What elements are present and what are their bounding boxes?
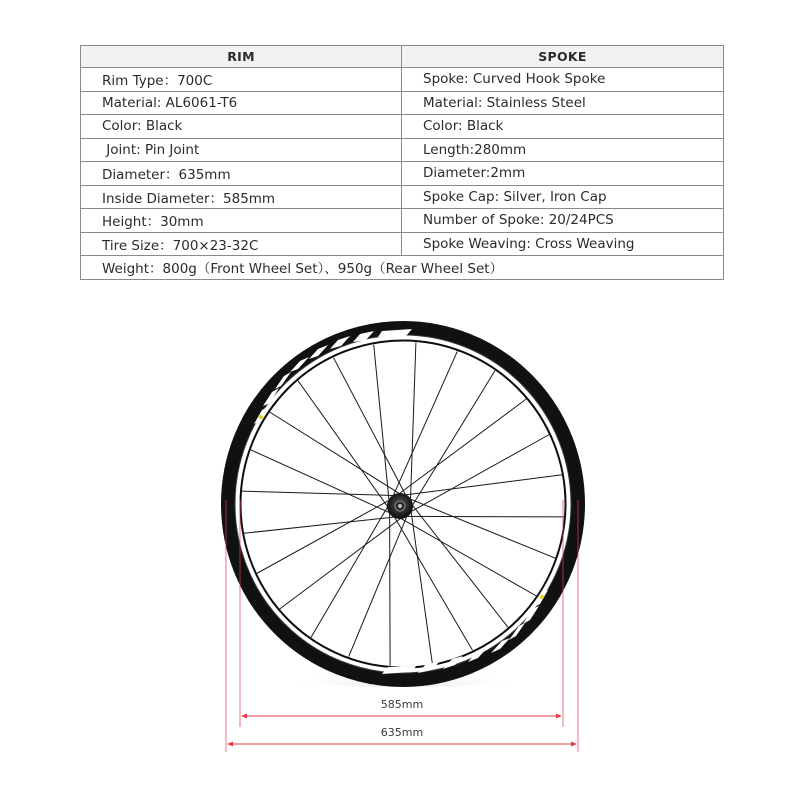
spoke [250, 450, 392, 514]
table-row [81, 115, 724, 139]
spoke-spec-cell: Spoke: Curved Hook Spoke [402, 68, 724, 92]
rim-spec-cell: Height：30mm [81, 209, 402, 233]
spoke [392, 351, 457, 498]
dimension-arrowheads [227, 714, 577, 747]
rim-spec-cell: Tire Size：700×23-32C [81, 232, 402, 256]
spoke [374, 345, 390, 504]
spoke [411, 509, 433, 664]
spoke [244, 517, 398, 534]
ground-shadow [283, 677, 523, 687]
spoke [298, 381, 389, 509]
rim-spec-cell: Rim Type：700C [81, 68, 402, 92]
spoke [403, 475, 563, 496]
spoke-spec-cell: Length:280mm [402, 138, 724, 162]
spoke-column-header: SPOKE [402, 46, 724, 68]
rim-spec-cell: Inside Diameter：585mm [81, 185, 402, 209]
table-row [81, 185, 724, 209]
rim-spec-cell: Diameter：635mm [81, 162, 402, 186]
spoke [334, 358, 408, 498]
rim-column-header: RIM [81, 46, 402, 68]
valve-accent-top [259, 415, 263, 419]
spoke [280, 517, 403, 609]
spoke-spec-cell: Number of Spoke: 20/24PCS [402, 209, 724, 233]
spoke [397, 399, 526, 495]
spoke-spec-cell: Material: Stainless Steel [402, 91, 724, 115]
spoke [242, 491, 397, 496]
rim-logo-top [254, 329, 412, 424]
table-row [81, 162, 724, 186]
spoke [390, 510, 391, 666]
table-row [81, 138, 724, 162]
spoke-spec-cell: Spoke Cap: Silver, Iron Cap [402, 185, 724, 209]
spoke [410, 343, 416, 503]
spoke [257, 499, 392, 574]
spec-table-header-row [81, 46, 724, 68]
spoke [398, 517, 536, 596]
dimension-lines [226, 500, 578, 752]
rim [228, 328, 578, 680]
spoke-spec-cell: Diameter:2mm [402, 162, 724, 186]
table-row [81, 68, 724, 92]
rim-spec-cell: Material: AL6061-T6 [81, 91, 402, 115]
spec-table [80, 45, 724, 280]
hub [387, 493, 413, 519]
outer-diameter-label: 635mm [380, 726, 424, 739]
table-row [81, 209, 724, 233]
weight-row [81, 256, 724, 280]
spoke [311, 504, 389, 637]
rim-logo-bottom [382, 590, 548, 674]
inner-diameter-label: 585mm [380, 698, 424, 711]
valve-accent-bottom [540, 595, 544, 599]
spokes [242, 343, 565, 666]
spoke [393, 514, 473, 650]
spoke [404, 516, 565, 517]
spoke [411, 371, 495, 508]
spoke-spec-cell: Color: Black [402, 115, 724, 139]
spoke [411, 503, 508, 627]
spoke-spec-cell: Spoke Weaving: Cross Weaving [402, 232, 724, 256]
rim-spec-cell: Color: Black [81, 115, 402, 139]
table-row [81, 91, 724, 115]
rim-spec-cell: Joint: Pin Joint [81, 138, 402, 162]
spoke [270, 412, 402, 495]
weight-spec-cell: Weight：800g（Front Wheel Set）、950g（Rear Wheel Set） [81, 256, 724, 280]
spoke [349, 514, 408, 657]
table-row [81, 232, 724, 256]
spoke [408, 435, 549, 514]
spoke [408, 498, 556, 558]
